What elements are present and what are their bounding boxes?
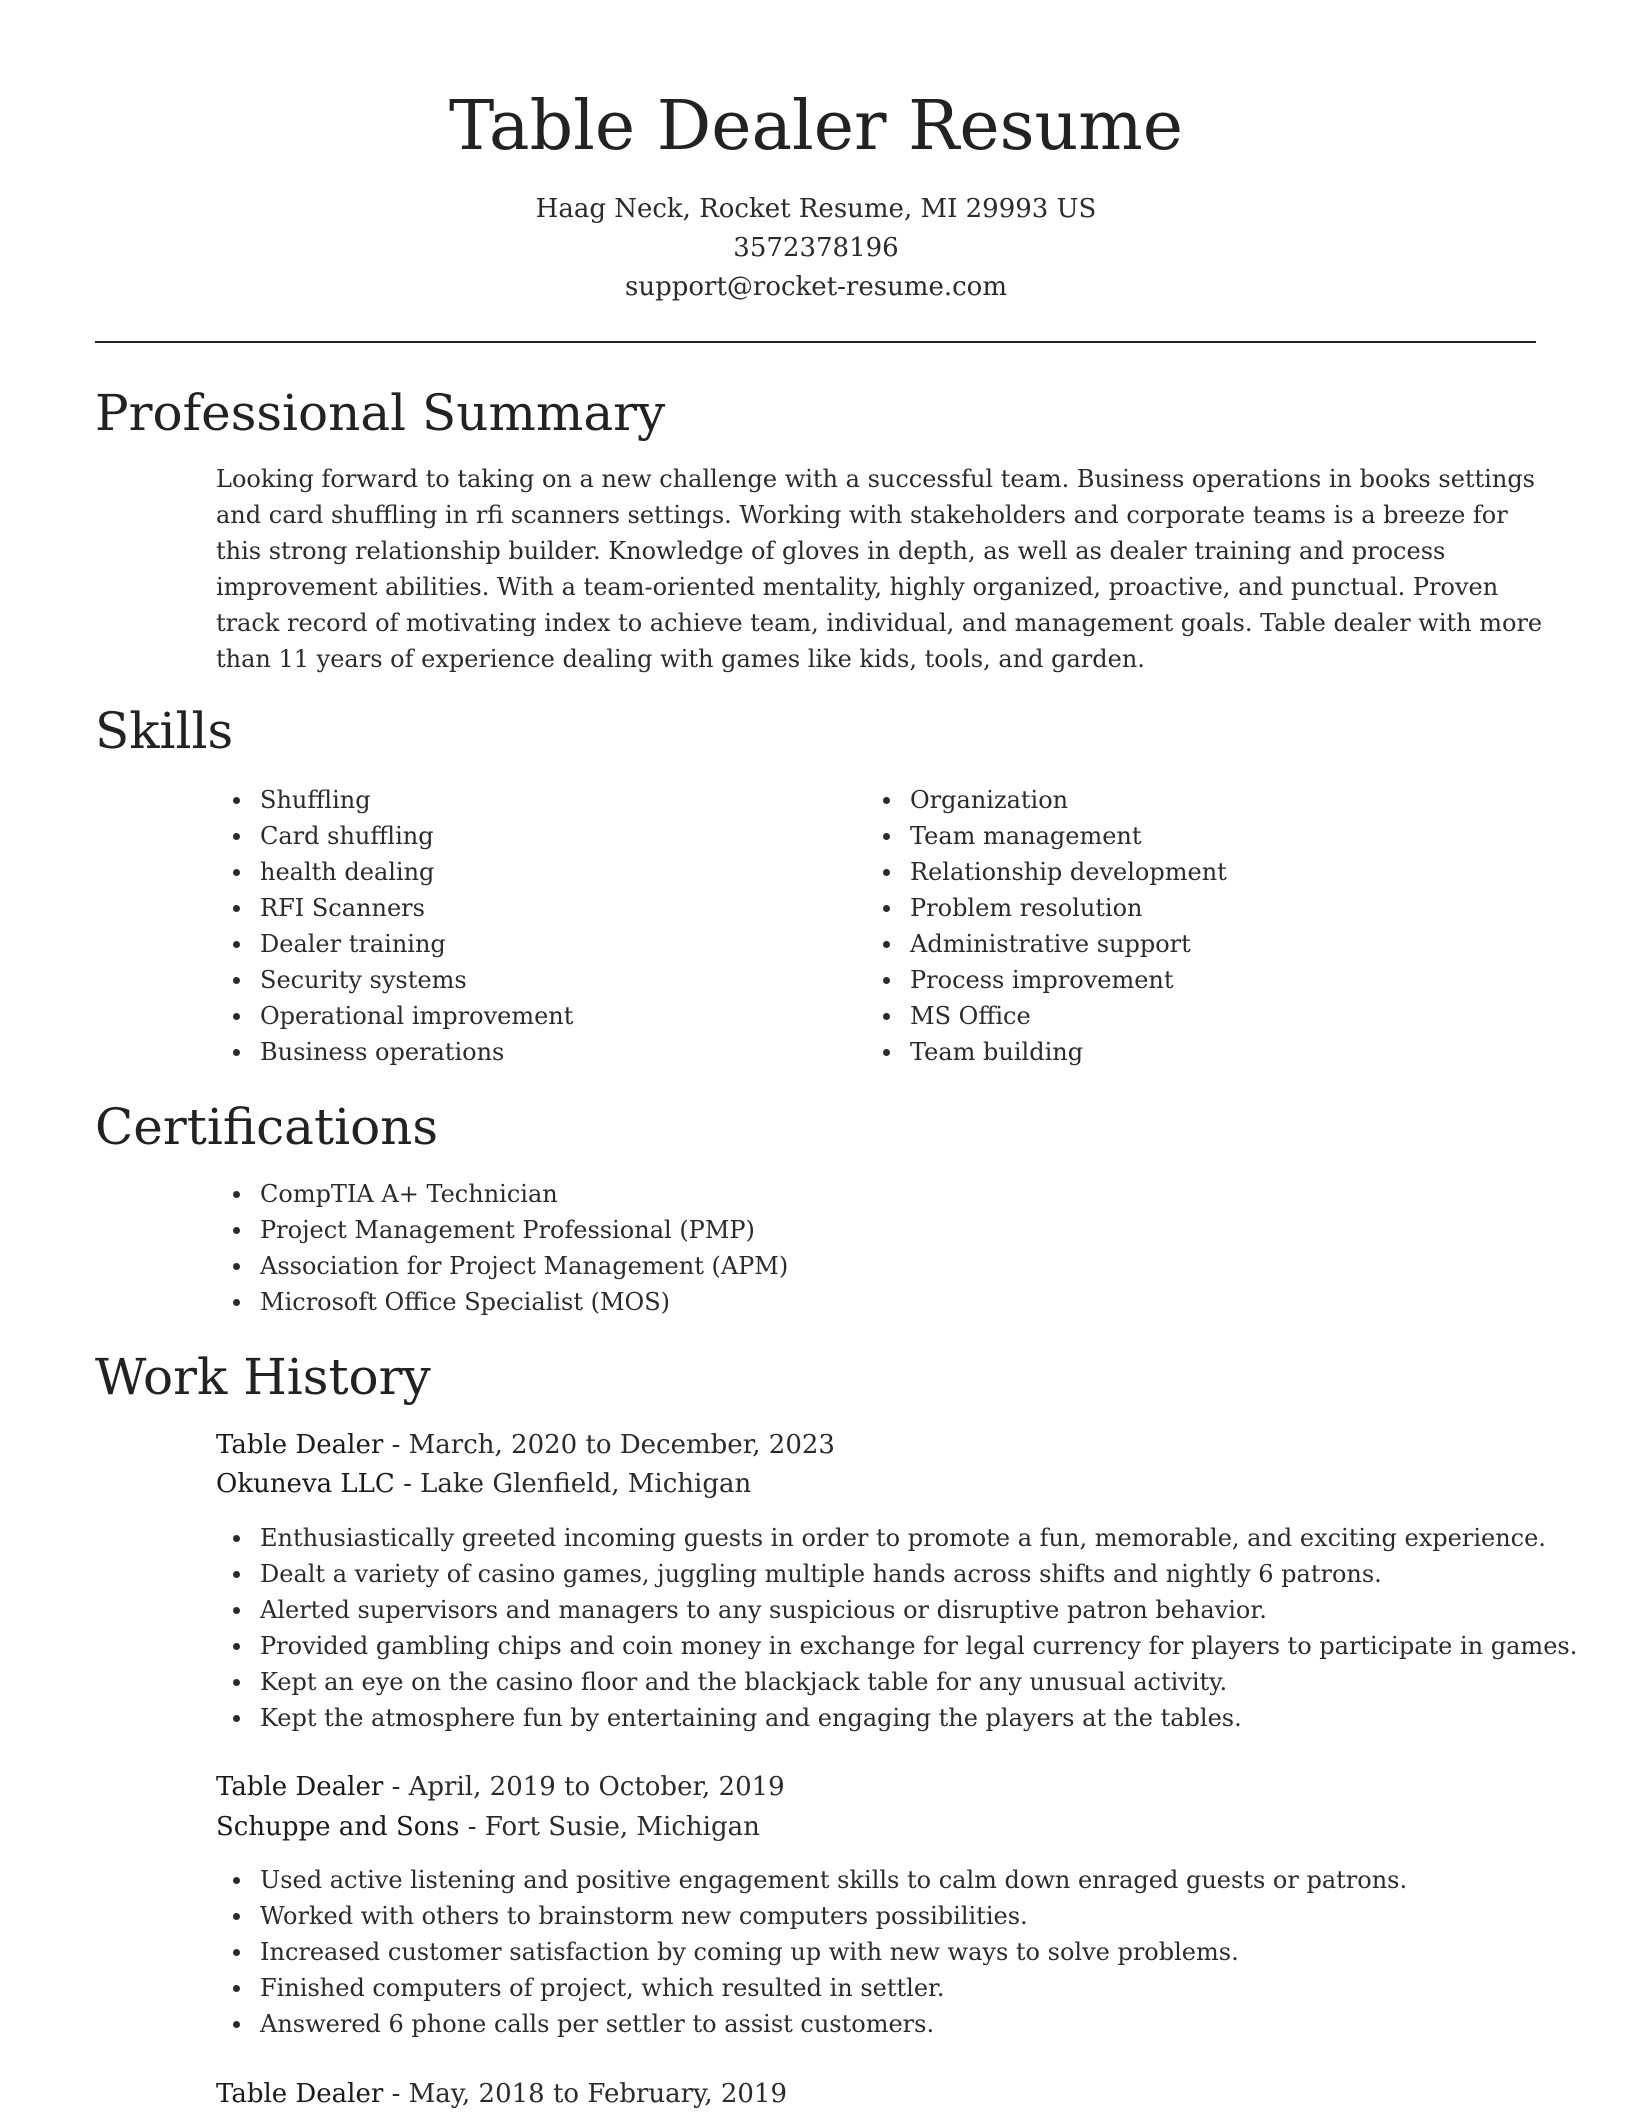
contact-phone: 3572378196 bbox=[733, 233, 899, 263]
header-divider bbox=[95, 341, 1536, 343]
job-bullets bbox=[216, 1862, 1407, 2042]
skill-item: Process improvement bbox=[866, 962, 1227, 998]
job-location: Fort Susie, Michigan bbox=[484, 1812, 760, 1842]
skills-list-right bbox=[866, 782, 1227, 1070]
skill-item: MS Office bbox=[866, 998, 1227, 1034]
skill-item: Team building bbox=[866, 1034, 1227, 1070]
job-bullet: Provided gambling chips and coin money in exchange for legal currency for players to participate in games. bbox=[216, 1628, 1577, 1664]
resume-title: Table Dealer Resume bbox=[448, 87, 1184, 166]
job-title: Table Dealer bbox=[216, 1430, 384, 1460]
certification-item: CompTIA A+ Technician bbox=[216, 1176, 788, 1212]
skill-item: Business operations bbox=[216, 1034, 573, 1070]
work-history-heading: Work History bbox=[95, 1348, 431, 1406]
contact-block bbox=[0, 190, 1632, 307]
certification-item: Association for Project Management (APM) bbox=[216, 1248, 788, 1284]
certifications-list bbox=[216, 1176, 788, 1320]
certification-item: Project Management Professional (PMP) bbox=[216, 1212, 788, 1248]
skill-item: Card shuffling bbox=[216, 818, 573, 854]
skill-item: RFI Scanners bbox=[216, 890, 573, 926]
skill-item: health dealing bbox=[216, 854, 573, 890]
job-bullet: Dealt a variety of casino games, juggling multiple hands across shifts and nightly 6 patrons. bbox=[216, 1556, 1577, 1592]
skills-list-left bbox=[216, 782, 573, 1070]
job-bullet: Finished computers of project, which resulted in settler. bbox=[216, 1970, 1407, 2006]
contact-email: support@rocket-resume.com bbox=[624, 272, 1007, 302]
job-title-line: Table Dealer - April, 2019 to October, 2019 bbox=[216, 1772, 785, 1802]
job-bullet: Worked with others to brainstorm new computers possibilities. bbox=[216, 1898, 1407, 1934]
skill-item: Relationship development bbox=[866, 854, 1227, 890]
job-location: Lake Glenfield, Michigan bbox=[420, 1469, 752, 1499]
job-bullet: Kept an eye on the casino floor and the blackjack table for any unusual activity. bbox=[216, 1664, 1577, 1700]
job-title-line: Table Dealer - March, 2020 to December, 2023 bbox=[216, 1430, 835, 1460]
skill-item: Dealer training bbox=[216, 926, 573, 962]
job-title: Table Dealer bbox=[216, 2079, 384, 2109]
job-bullet: Enthusiastically greeted incoming guests in order to promote a fun, memorable, and exciting experience. bbox=[216, 1520, 1577, 1556]
job-company-line: Okuneva LLC - Lake Glenfield, Michigan bbox=[216, 1469, 752, 1499]
job-bullet: Answered 6 phone calls per settler to assist customers. bbox=[216, 2006, 1407, 2042]
skill-item: Shuffling bbox=[216, 782, 573, 818]
contact-address: Haag Neck, Rocket Resume, MI 29993 US bbox=[535, 194, 1097, 224]
skills-heading: Skills bbox=[95, 702, 234, 760]
skill-item: Security systems bbox=[216, 962, 573, 998]
skill-item: Administrative support bbox=[866, 926, 1227, 962]
skill-item: Problem resolution bbox=[866, 890, 1227, 926]
job-bullet: Used active listening and positive engagement skills to calm down enraged guests or patrons. bbox=[216, 1862, 1407, 1898]
job-bullets bbox=[216, 1520, 1577, 1736]
skill-item: Operational improvement bbox=[216, 998, 573, 1034]
job-dates: April, 2019 to October, 2019 bbox=[408, 1772, 785, 1802]
skill-item: Team management bbox=[866, 818, 1227, 854]
summary-heading: Professional Summary bbox=[95, 384, 666, 442]
summary-text: Looking forward to taking on a new challenge with a successful team. Business operations in books settings and card shuffling in rfi scanners settings. Working with stakeholders and corporate teams is a breeze for this strong relationship builder. Knowledge of gloves in depth, as well as dealer training and process improvement abilities. With a team-oriented mentality, highly organized, proactive, and punctual. Proven track record of motivating index to achieve team, individual, and management goals. Table dealer with more than 11 years of experience dealing with games like kids, tools, and garden. bbox=[216, 465, 1543, 673]
job-bullet: Alerted supervisors and managers to any suspicious or disruptive patron behavior. bbox=[216, 1592, 1577, 1628]
job-bullet: Increased customer satisfaction by coming up with new ways to solve problems. bbox=[216, 1934, 1407, 1970]
job-title: Table Dealer bbox=[216, 1772, 384, 1802]
certification-item: Microsoft Office Specialist (MOS) bbox=[216, 1284, 788, 1320]
certifications-heading: Certifications bbox=[95, 1098, 439, 1156]
job-bullet: Kept the atmosphere fun by entertaining and engaging the players at the tables. bbox=[216, 1700, 1577, 1736]
job-company: Schuppe and Sons bbox=[216, 1812, 460, 1842]
job-dates: May, 2018 to February, 2019 bbox=[408, 2079, 788, 2109]
job-dates: March, 2020 to December, 2023 bbox=[408, 1430, 835, 1460]
skill-item: Organization bbox=[866, 782, 1227, 818]
job-company: Okuneva LLC bbox=[216, 1469, 395, 1499]
job-title-line: Table Dealer - May, 2018 to February, 2019 bbox=[216, 2079, 788, 2109]
job-company-line: Schuppe and Sons - Fort Susie, Michigan bbox=[216, 1812, 760, 1842]
